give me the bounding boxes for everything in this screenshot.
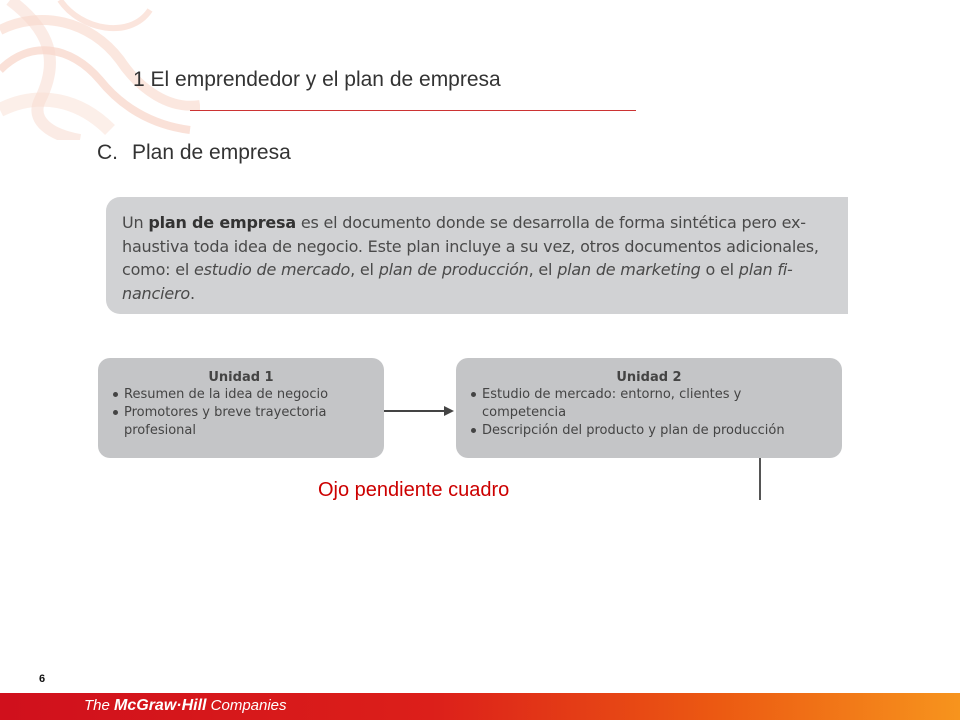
definition-line-2: haustiva toda idea de negocio. Este plan incluye a su vez, otros documentos adicionales,	[122, 236, 819, 256]
section-letter: C.	[97, 141, 118, 164]
publisher-logo: The McGraw·Hill Companies	[84, 697, 287, 714]
unit-2-box	[456, 358, 842, 458]
term-plan-de-empresa: plan de empresa	[148, 213, 296, 232]
unit-2-list	[470, 386, 828, 440]
arrow-right-icon	[384, 403, 456, 419]
pending-note: Ojo pendiente cuadro	[318, 479, 510, 501]
unit-2-item-1: Estudio de mercado: entorno, clientes y competencia	[470, 386, 828, 422]
unit-1-item-1: Resumen de la idea de negocio	[112, 386, 370, 404]
definition-line-3: como: el estudio de mercado, el plan de producción, el plan de marketing o el plan fi-	[122, 260, 793, 279]
term-plan-de-marketing: plan de marketing	[557, 260, 701, 279]
definition-line-4: nanciero.	[122, 283, 195, 303]
unit-1-title: Unidad 1	[208, 370, 274, 385]
unit-1-box	[98, 358, 384, 458]
term-plan-financiero-part-2: nanciero	[122, 283, 190, 303]
footer-bar	[0, 693, 960, 720]
section-title: Plan de empresa	[132, 141, 291, 164]
page-number: 6	[39, 673, 46, 685]
definition-box	[106, 197, 848, 314]
unit-2-item-2: Descripción del producto y plan de producción	[470, 422, 828, 440]
title-underline	[190, 110, 636, 111]
term-plan-de-produccion: plan de producción	[378, 260, 529, 279]
unit-1-item-2: Promotores y breve trayectoria profesional	[112, 404, 370, 440]
term-estudio-de-mercado: estudio de mercado	[194, 260, 351, 279]
unit-2-title: Unidad 2	[616, 370, 682, 385]
section-heading	[97, 141, 291, 165]
slide-title: 1 El emprendedor y el plan de empresa	[133, 68, 501, 91]
definition-line-1: Un plan de empresa es el documento donde se desarrolla de forma sintética pero ex-	[122, 213, 806, 232]
connector-line	[759, 458, 761, 500]
unit-1-list	[112, 386, 370, 440]
term-plan-financiero-part-1: plan fi-	[738, 260, 793, 279]
